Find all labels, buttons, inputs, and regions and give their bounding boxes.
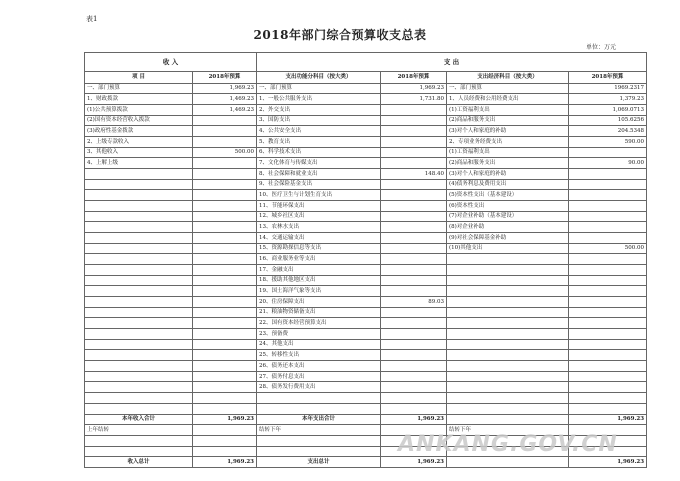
economic-value bbox=[569, 286, 647, 297]
economic-value bbox=[569, 211, 647, 222]
year-total-row bbox=[85, 414, 647, 425]
function-value bbox=[381, 232, 447, 243]
table-row bbox=[85, 286, 647, 297]
income-value bbox=[193, 190, 257, 201]
economic-item bbox=[447, 339, 569, 350]
function-value bbox=[381, 147, 447, 158]
economic-value: 500.00 bbox=[569, 243, 647, 254]
economic-item: (3)对个人和家庭的补助 bbox=[447, 126, 569, 137]
function-value bbox=[381, 222, 447, 233]
function-item: 3、国防支出 bbox=[257, 115, 381, 126]
income-item bbox=[85, 232, 193, 243]
income-item bbox=[85, 318, 193, 329]
function-item: 7、文化体育与传媒支出 bbox=[257, 158, 381, 169]
blank-cell bbox=[257, 446, 381, 457]
economic-item: (5)资本性支出（基本建设） bbox=[447, 190, 569, 201]
function-value bbox=[381, 361, 447, 372]
expense-header: 支 出 bbox=[257, 53, 647, 72]
income-item bbox=[85, 328, 193, 339]
table-number-label: 表1 bbox=[86, 15, 98, 23]
economic-value bbox=[569, 371, 647, 382]
economic-item bbox=[447, 286, 569, 297]
economic-item: (2)商品和服务支出 bbox=[447, 115, 569, 126]
econ-grand-total-value: 1,969.23 bbox=[569, 457, 647, 468]
table-row bbox=[85, 115, 647, 126]
function-item: 1、一般公共服务支出 bbox=[257, 94, 381, 105]
table-row bbox=[85, 318, 647, 329]
economic-item: (4)债务利息及费用支出 bbox=[447, 179, 569, 190]
income-grand-total-value: 1,969.23 bbox=[193, 457, 257, 468]
income-value bbox=[193, 307, 257, 318]
function-value bbox=[381, 286, 447, 297]
income-item: 3、其他收入 bbox=[85, 147, 193, 158]
economic-item: (7)对企业补助（基本建设） bbox=[447, 211, 569, 222]
table-row bbox=[85, 222, 647, 233]
function-item: 11、节能环保支出 bbox=[257, 200, 381, 211]
economic-item: 一、部门预算 bbox=[447, 83, 569, 94]
function-item: 一、部门预算 bbox=[257, 83, 381, 94]
income-item bbox=[85, 211, 193, 222]
function-value bbox=[381, 382, 447, 393]
income-item bbox=[85, 382, 193, 393]
economic-item: (1)工资福利支出 bbox=[447, 104, 569, 115]
income-item bbox=[85, 339, 193, 350]
income-item bbox=[85, 296, 193, 307]
function-value: 148.40 bbox=[381, 168, 447, 179]
economic-value: 1,379.23 bbox=[569, 94, 647, 105]
function-value bbox=[381, 104, 447, 115]
header-row bbox=[85, 53, 647, 72]
table-row bbox=[85, 350, 647, 361]
table-row bbox=[85, 275, 647, 286]
budget-table bbox=[84, 52, 647, 468]
function-item: 26、债务还本支出 bbox=[257, 361, 381, 372]
table-row bbox=[85, 371, 647, 382]
function-item: 18、援助其他地区支出 bbox=[257, 275, 381, 286]
income-value bbox=[193, 179, 257, 190]
income-item bbox=[85, 361, 193, 372]
function-value: 1,969.23 bbox=[381, 83, 447, 94]
function-item: 2、外交支出 bbox=[257, 104, 381, 115]
economic-budget-column-header: 2018年预算 bbox=[569, 72, 647, 83]
function-item: 6、科学技术支出 bbox=[257, 147, 381, 158]
blank-cell bbox=[193, 446, 257, 457]
watermark: ANKANG.GOV.CN bbox=[398, 432, 618, 457]
income-value bbox=[193, 115, 257, 126]
table-row bbox=[85, 211, 647, 222]
income-item: 4、上解上级 bbox=[85, 158, 193, 169]
economic-value bbox=[569, 254, 647, 265]
function-item bbox=[257, 393, 381, 404]
income-value bbox=[193, 275, 257, 286]
function-item: 25、转移性支出 bbox=[257, 350, 381, 361]
income-grand-total-label: 收入总计 bbox=[85, 457, 193, 468]
function-value bbox=[381, 200, 447, 211]
function-item: 14、交通运输支出 bbox=[257, 232, 381, 243]
economic-item: (3)对个人和家庭的补助 bbox=[447, 168, 569, 179]
economic-item: 1、人员经费和公用经费支出 bbox=[447, 94, 569, 105]
table-row bbox=[85, 83, 647, 94]
table-row bbox=[85, 296, 647, 307]
income-item: (2)国有资本经营收入拨款 bbox=[85, 115, 193, 126]
function-value bbox=[381, 307, 447, 318]
economic-value bbox=[569, 307, 647, 318]
income-item bbox=[85, 168, 193, 179]
expense-grand-total-label: 支出总计 bbox=[257, 457, 381, 468]
page-title: 2018年部门综合预算收支总表 bbox=[253, 28, 427, 42]
economic-item bbox=[447, 275, 569, 286]
function-item: 23、预备费 bbox=[257, 328, 381, 339]
function-value: 89.03 bbox=[381, 296, 447, 307]
function-value bbox=[381, 179, 447, 190]
table-row bbox=[85, 243, 647, 254]
economic-value bbox=[569, 168, 647, 179]
economic-item: (6)资本性支出 bbox=[447, 200, 569, 211]
table-row bbox=[85, 328, 647, 339]
economic-value bbox=[569, 264, 647, 275]
function-value bbox=[381, 339, 447, 350]
economic-value bbox=[569, 328, 647, 339]
table-row bbox=[85, 382, 647, 393]
economic-value bbox=[569, 350, 647, 361]
table-row bbox=[85, 339, 647, 350]
carry-in-label: 上年结转 bbox=[85, 425, 193, 436]
function-item: 21、粮油物资储备支出 bbox=[257, 307, 381, 318]
function-value bbox=[381, 350, 447, 361]
economic-item: (1)工资福利支出 bbox=[447, 147, 569, 158]
economic-item bbox=[447, 350, 569, 361]
table-row bbox=[85, 126, 647, 137]
function-value: 1,731.80 bbox=[381, 94, 447, 105]
subheader-row bbox=[85, 72, 647, 83]
carry-in-value bbox=[193, 425, 257, 436]
economic-value bbox=[569, 147, 647, 158]
function-value bbox=[381, 393, 447, 404]
function-value bbox=[381, 328, 447, 339]
income-value bbox=[193, 371, 257, 382]
function-value bbox=[381, 264, 447, 275]
function-item: 12、城乡社区支出 bbox=[257, 211, 381, 222]
economic-value bbox=[569, 232, 647, 243]
function-item: 15、资源勘探信息等支出 bbox=[257, 243, 381, 254]
economic-item bbox=[447, 382, 569, 393]
economic-value bbox=[569, 275, 647, 286]
function-item: 13、农林水支出 bbox=[257, 222, 381, 233]
income-value: 1,969.23 bbox=[193, 83, 257, 94]
blank-cell bbox=[257, 435, 381, 446]
function-value bbox=[381, 158, 447, 169]
economic-item: 2、专项业务经费支出 bbox=[447, 136, 569, 147]
income-value bbox=[193, 126, 257, 137]
econ-year-total-label bbox=[447, 414, 569, 425]
carry-out-label: 结转下年 bbox=[257, 425, 381, 436]
income-value bbox=[193, 168, 257, 179]
economic-item bbox=[447, 361, 569, 372]
economic-item bbox=[447, 393, 569, 404]
function-value bbox=[381, 136, 447, 147]
economic-value bbox=[569, 361, 647, 372]
function-item: 9、社会保险基金支出 bbox=[257, 179, 381, 190]
table-row bbox=[85, 94, 647, 105]
table-row bbox=[85, 393, 647, 404]
economic-value bbox=[569, 403, 647, 414]
economic-item: (10)其他支出 bbox=[447, 243, 569, 254]
economic-column-header: 支出经济科目（按大类） bbox=[447, 72, 569, 83]
function-value bbox=[381, 126, 447, 137]
income-value bbox=[193, 200, 257, 211]
expense-year-total-value: 1,969.23 bbox=[381, 414, 447, 425]
economic-value bbox=[569, 222, 647, 233]
income-value bbox=[193, 328, 257, 339]
income-item: 一、部门预算 bbox=[85, 83, 193, 94]
function-value bbox=[381, 275, 447, 286]
income-item bbox=[85, 222, 193, 233]
blank-cell bbox=[193, 435, 257, 446]
income-value bbox=[193, 403, 257, 414]
economic-item bbox=[447, 296, 569, 307]
function-item: 19、国土海洋气象等支出 bbox=[257, 286, 381, 297]
income-item: (3)政府性基金拨款 bbox=[85, 126, 193, 137]
income-value bbox=[193, 318, 257, 329]
blank-cell bbox=[85, 446, 193, 457]
income-value bbox=[193, 158, 257, 169]
function-item: 22、国有资本经营预算支出 bbox=[257, 318, 381, 329]
income-item bbox=[85, 307, 193, 318]
table-row bbox=[85, 104, 647, 115]
economic-item: (9)对社会保障基金补助 bbox=[447, 232, 569, 243]
economic-item: (2)商品和服务支出 bbox=[447, 158, 569, 169]
income-value bbox=[193, 361, 257, 372]
grand-total-row bbox=[85, 457, 647, 468]
function-value bbox=[381, 403, 447, 414]
function-value bbox=[381, 115, 447, 126]
income-item bbox=[85, 200, 193, 211]
table-row bbox=[85, 307, 647, 318]
economic-item bbox=[447, 328, 569, 339]
income-item bbox=[85, 403, 193, 414]
expense-grand-total-value: 1,969.23 bbox=[381, 457, 447, 468]
income-value: 500.00 bbox=[193, 147, 257, 158]
income-value bbox=[193, 393, 257, 404]
income-item: 1、财政拨款 bbox=[85, 94, 193, 105]
income-item bbox=[85, 286, 193, 297]
income-value: 1,469.23 bbox=[193, 104, 257, 115]
function-value bbox=[381, 243, 447, 254]
economic-value bbox=[569, 318, 647, 329]
economic-value bbox=[569, 296, 647, 307]
function-item: 20、住房保障支出 bbox=[257, 296, 381, 307]
economic-item: (8)对企业补助 bbox=[447, 222, 569, 233]
economic-value bbox=[569, 382, 647, 393]
table-row bbox=[85, 200, 647, 211]
econ-year-total-value: 1,969.23 bbox=[569, 414, 647, 425]
unit-label: 单位：万元 bbox=[586, 44, 617, 51]
table-row bbox=[85, 158, 647, 169]
economic-value bbox=[569, 393, 647, 404]
item-column-header: 项 目 bbox=[85, 72, 193, 83]
economic-value bbox=[569, 179, 647, 190]
function-item: 24、其他支出 bbox=[257, 339, 381, 350]
table-row bbox=[85, 147, 647, 158]
economic-value bbox=[569, 190, 647, 201]
income-value bbox=[193, 243, 257, 254]
economic-value bbox=[569, 200, 647, 211]
function-value bbox=[381, 318, 447, 329]
table-row bbox=[85, 190, 647, 201]
econ-carry-out-label: 结转下年 bbox=[447, 425, 569, 436]
function-item: 8、社会保障和就业支出 bbox=[257, 168, 381, 179]
economic-item bbox=[447, 318, 569, 329]
table-row bbox=[85, 136, 647, 147]
income-item bbox=[85, 275, 193, 286]
income-item bbox=[85, 371, 193, 382]
table-row bbox=[85, 168, 647, 179]
table-row bbox=[85, 254, 647, 265]
economic-item bbox=[447, 254, 569, 265]
function-item bbox=[257, 403, 381, 414]
table-row bbox=[85, 232, 647, 243]
economic-value: 1969.2317 bbox=[569, 83, 647, 94]
table-row bbox=[85, 264, 647, 275]
income-value bbox=[193, 296, 257, 307]
income-item bbox=[85, 254, 193, 265]
income-value bbox=[193, 382, 257, 393]
income-year-total-value: 1,969.23 bbox=[193, 414, 257, 425]
income-value bbox=[193, 222, 257, 233]
income-item: (1)公共预算拨款 bbox=[85, 104, 193, 115]
economic-value: 1,069.0713 bbox=[569, 104, 647, 115]
function-item: 27、债务付息支出 bbox=[257, 371, 381, 382]
table-row bbox=[85, 361, 647, 372]
income-item bbox=[85, 264, 193, 275]
income-value bbox=[193, 286, 257, 297]
expense-year-total-label: 本年支出合计 bbox=[257, 414, 381, 425]
income-value bbox=[193, 232, 257, 243]
function-column-header: 支出功能分科目（按大类） bbox=[257, 72, 381, 83]
income-value: 1,469.23 bbox=[193, 94, 257, 105]
function-budget-column-header: 2018年预算 bbox=[381, 72, 447, 83]
table-row bbox=[85, 403, 647, 414]
economic-value: 204.5348 bbox=[569, 126, 647, 137]
income-item bbox=[85, 243, 193, 254]
blank-cell bbox=[85, 435, 193, 446]
table-row bbox=[85, 179, 647, 190]
income-value bbox=[193, 254, 257, 265]
economic-value: 590.00 bbox=[569, 136, 647, 147]
economic-item bbox=[447, 403, 569, 414]
economic-value bbox=[569, 339, 647, 350]
function-value bbox=[381, 254, 447, 265]
income-budget-column-header: 2018年预算 bbox=[193, 72, 257, 83]
income-header: 收 入 bbox=[85, 53, 257, 72]
function-item: 5、教育支出 bbox=[257, 136, 381, 147]
income-year-total-label: 本年收入合计 bbox=[85, 414, 193, 425]
economic-item bbox=[447, 264, 569, 275]
income-value bbox=[193, 264, 257, 275]
income-item bbox=[85, 393, 193, 404]
function-value bbox=[381, 190, 447, 201]
income-item bbox=[85, 179, 193, 190]
budget-table-body bbox=[85, 53, 647, 415]
income-item bbox=[85, 350, 193, 361]
economic-item bbox=[447, 307, 569, 318]
function-item: 16、商业服务业等支出 bbox=[257, 254, 381, 265]
function-item: 28、债务发行费用支出 bbox=[257, 382, 381, 393]
income-item: 2、上级专款收入 bbox=[85, 136, 193, 147]
function-item: 4、公共安全支出 bbox=[257, 126, 381, 137]
economic-value: 105.6256 bbox=[569, 115, 647, 126]
income-item bbox=[85, 190, 193, 201]
income-value bbox=[193, 136, 257, 147]
function-item: 17、金融支出 bbox=[257, 264, 381, 275]
economic-value: 90.00 bbox=[569, 158, 647, 169]
function-item: 10、医疗卫生与计划生育支出 bbox=[257, 190, 381, 201]
income-value bbox=[193, 211, 257, 222]
economic-item bbox=[447, 371, 569, 382]
income-value bbox=[193, 339, 257, 350]
income-value bbox=[193, 350, 257, 361]
function-value bbox=[381, 371, 447, 382]
econ-grand-total-label bbox=[447, 457, 569, 468]
function-value bbox=[381, 211, 447, 222]
